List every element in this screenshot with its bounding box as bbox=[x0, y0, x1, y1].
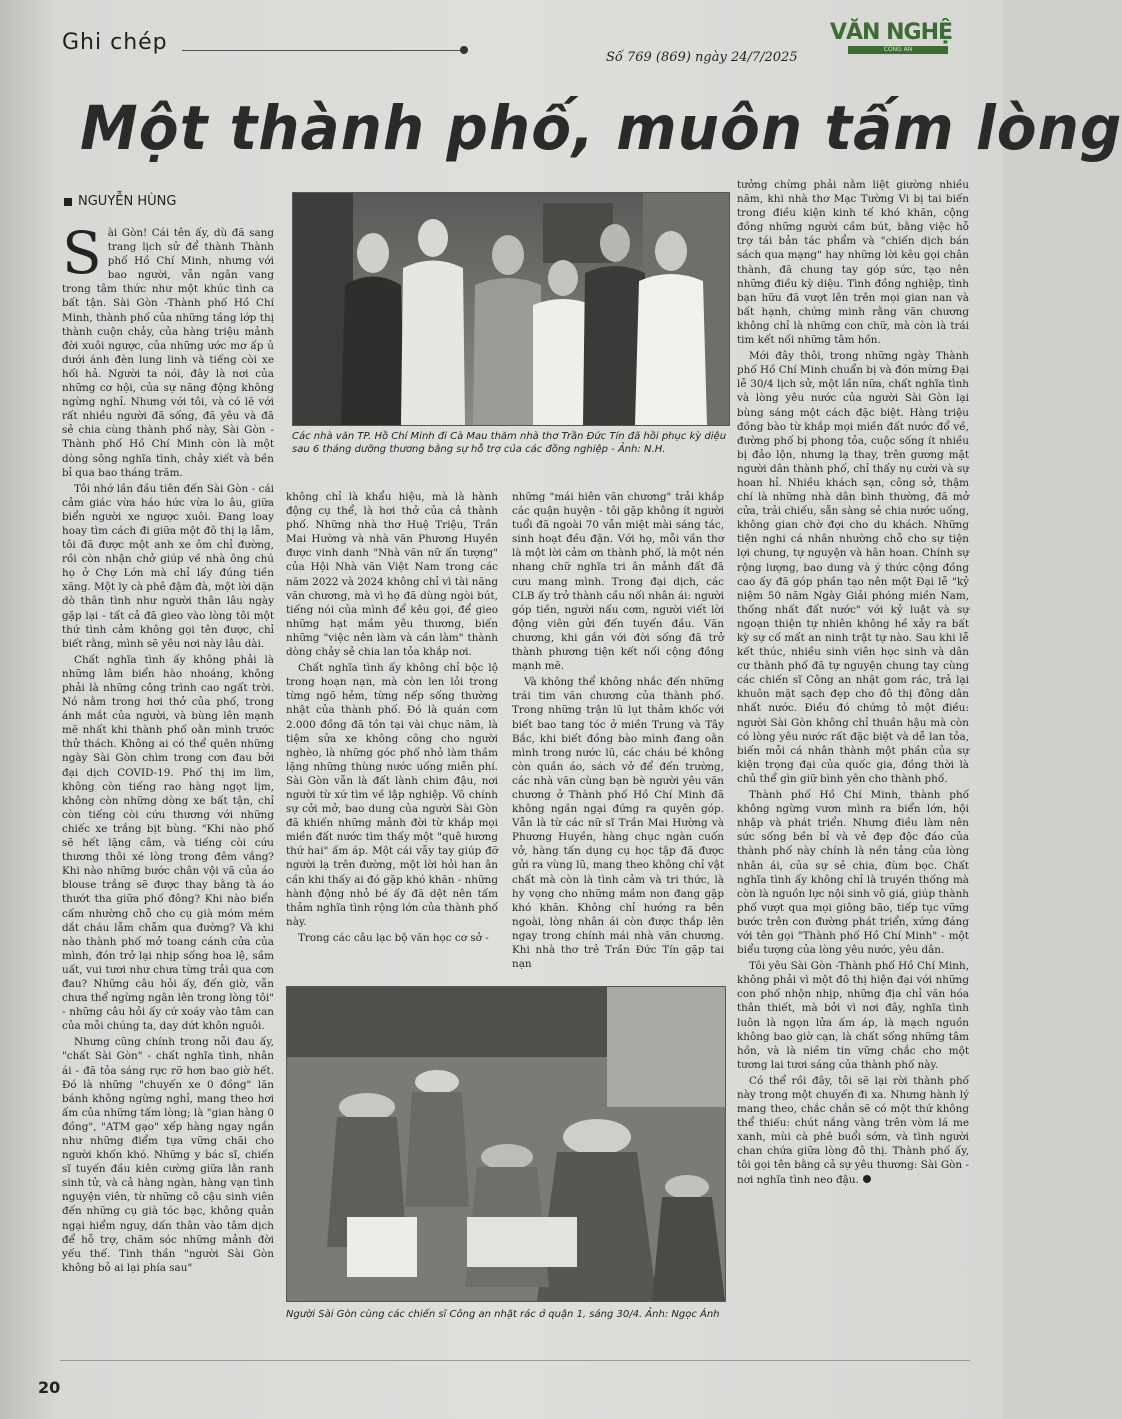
paragraph: Tôi nhớ lần đầu tiên đến Sài Gòn - cái cảm giác vừa háo hức vừa lo âu, giữa biển người xe ngược xuôi. Đang loay hoay tìm cách đi giữa một đô thị lạ lẫm, tôi đã được một anh xe ôm chỉ đường, rồi còn nhận chở giúp về nhà ông chú họ ở Chợ Lớn mà chỉ lấy đúng tiền xăng. Một ly cà phê đậm đà, một lời dặn dò thân tình như người thân lâu ngày gặp lại - tất cả đã gieo vào lòng tôi một thứ tình cảm không gọi tên được, chỉ biết rằng, mình sẽ yêu nơi này lâu dài. bbox=[62, 482, 274, 650]
author-name: NGUYỄN HÙNG bbox=[78, 194, 177, 209]
photo-caption-1: Các nhà văn TP. Hồ Chí Minh đi Cà Mau thăm nhà thơ Trần Đức Tín đã hồi phục kỳ diệu sau 6 tháng dưỡng thương bằng sự hỗ trợ của các đồng nghiệp - Ảnh: N.H. bbox=[292, 431, 727, 455]
column-3 bbox=[512, 490, 724, 980]
byline bbox=[64, 194, 176, 209]
bottom-rule bbox=[60, 1360, 970, 1361]
masthead-name: VĂN NGHỆ bbox=[830, 20, 953, 45]
issue-info: Số 769 (869) ngày 24/7/2025 bbox=[606, 50, 798, 65]
column-4 bbox=[737, 178, 969, 1356]
photo-caption-2: Người Sài Gòn cùng các chiến sĩ Công an nhặt rác ở quận 1, sáng 30/4. Ảnh: Ngọc Ánh bbox=[286, 1309, 720, 1320]
column-2 bbox=[286, 490, 498, 980]
paragraph: tưởng chừng phải nằm liệt giường nhiều năm, khi nhà thơ Mạc Tường Vi bị tai biến trong điều kiện kinh tế khó khăn, cộng đồng những người cầm bút, bằng việc hỗ trợ tái bản tác phẩm và "chiến dịch bán sách qua mạng" hay những lời kêu gọi chân thành, đã chung tay góp sức, tạo nên những điều kỳ diệu. Tình đồng nghiệp, tình bạn hữu đã vượt lên trên mọi gian nan và bất hạnh, chứng minh rằng văn chương không chỉ là những con chữ, mà còn là trái tim kết nối những tâm hồn. bbox=[737, 179, 969, 347]
paragraph: Thành phố Hồ Chí Minh, thành phố không ngừng vươn mình ra biển lớn, hội nhập và phát triển. Nhưng điều làm nên sức sống bền bỉ và vẻ đẹp độc đáo của thành phố này chính là nền tảng của lòng nhân ái, của sự sẻ chia, đùm bọc. Chất nghĩa tình ấy không chỉ là truyền thống mà còn là nguồn lực nội sinh vô giá, giúp thành phố vượt qua mọi giông bão, tiếp tục vững bước trên con đường phát triển, xứng đáng với tên gọi "Thành phố Hồ Chí Minh" - một biểu tượng của lòng yêu nước, yêu dân. bbox=[737, 789, 969, 957]
page-number: 20 bbox=[38, 1378, 61, 1397]
masthead-logo bbox=[830, 20, 978, 54]
photo-cleanup-image bbox=[287, 987, 725, 1301]
paragraph: Sài Gòn! Cái tên ấy, dù đã sang trang lịch sử để thành Thành phố Hồ Chí Minh, nhưng với bao người, vẫn ngân vang trong tâm thức như một khúc tình ca bất tận. Sài Gòn -Thành phố Hồ Chí Minh, thành phố của những tầng lớp thị thành cuộn chảy, của hàng triệu mảnh đời xuôi ngược, của những ước mơ ấp ủ dưới ánh đèn lung linh và tiếng còi xe hối hả. Người ta nói, đây là nơi của những cơ hội, của sự năng động không ngừng nghỉ. Nhưng với tôi, và có lẽ với rất nhiều người đã sống, đã yêu và đã sẻ chia cùng thành phố này, Sài Gòn - Thành phố Hồ Chí Minh còn là một dòng sông nghĩa tình, chảy xiết và bền bỉ qua bao tháng trăm. bbox=[62, 219, 274, 479]
section-rule bbox=[182, 50, 462, 51]
masthead-sub: CÔNG AN bbox=[848, 46, 948, 54]
paragraph: Có thể rồi đây, tôi sẽ lại rời thành phố này trong một chuyến đi xa. Nhưng hành lý mang theo, chắc chắn sẽ có một thứ không thể thiếu: chút nắng vàng trên vòm lá me xanh, mùi cà phê buổi sớm, và tình người chan chứa giữa lòng đô thị. Thành phố ấy, tôi gọi tên bằng cả sự yêu thương: Sài Gòn - nơi nghĩa tình neo đậu. bbox=[737, 1074, 969, 1186]
byline-square-icon bbox=[64, 198, 72, 206]
paragraph: Trong các câu lạc bộ văn học cơ sở - bbox=[298, 931, 489, 944]
paragraph: không chỉ là khẩu hiệu, mà là hành động cụ thể, là hơi thở của cả thành phố. Những nhà thơ Huệ Triệu, Trần Mai Hường và nhà văn Phương Huyền được vinh danh "Nhà văn nữ ấn tượng" của Hội Nhà văn Việt Nam trong các năm 2022 và 2024 không chỉ vì tài năng văn chương, mà vì họ đã dùng ngòi bút, tiếng nói của mình để kêu gọi, để gieo những hạt mầm yêu thương, biến những "việc nên làm và cần làm" thành dòng chảy sẻ chia lan tỏa khắp nơi. bbox=[286, 491, 498, 659]
drop-cap: S bbox=[62, 219, 102, 287]
paragraph: Nhưng cũng chính trong nỗi đau ấy, "chất Sài Gòn" - chất nghĩa tình, nhân ái - đã tỏa sáng rực rỡ hơn bao giờ hết. Đó là những "chuyến xe 0 đồng" lăn bánh không ngừng nghỉ, mang theo hơi ấm của những tấm lòng; là "gian hàng 0 đồng", "ATM gạo" xếp hàng ngay ngắn như những điểm tựa vững chãi cho người khốn khó. Những y bác sĩ, chiến sĩ tuyến đầu kiên cường giữa lằn ranh sinh tử, và cả hàng ngàn, hàng vạn tình nguyện viên, từ những cô cậu sinh viên đến những cụ già tóc bạc, không quản ngại hiểm nguy, dấn thân vào tâm dịch để hỗ trợ, chăm sóc những mảnh đời yếu thế. Tinh thần "người Sài Gòn không bỏ ai lại phía sau" bbox=[62, 1036, 274, 1274]
column-1 bbox=[62, 219, 274, 1354]
photo-cleanup bbox=[286, 986, 726, 1302]
article-title: Một thành phố, muôn tấm lòng bbox=[80, 92, 1122, 164]
section-label: Ghi chép bbox=[62, 30, 168, 55]
paragraph: Chất nghĩa tình ấy không chỉ bộc lộ trong hoạn nạn, mà còn len lỏi trong từng ngõ hẻm, từng nếp sống thường nhật của thành phố. Đó là quán cơm 2.000 đồng đã tồn tại vài chục năm, là tiệm sửa xe không công cho người nghèo, là những góc phố nhỏ làm thầm lặng những thùng nước uống miễn phí. Sài Gòn vẫn là đất lành chim đậu, nơi người từ xứ tìm về lập nghiệp. Vô chính sự cởi mở, bao dung của người Sài Gòn đã khiến những mảnh đời từ khắp mọi miền đất nước tìm thấy một "quê hương thứ hai" ấm áp. Một cái vẫy tay giúp đỡ người lạ trên đường, một lời hỏi han ân cần khi thấy ai đó gặp khó khăn - những hành động nhỏ bé ấy đã dệt nên tấm thảm nghĩa tình rộng lớn của thành phố này. bbox=[286, 662, 498, 928]
photo-writers-group bbox=[292, 192, 730, 426]
section-dot bbox=[460, 46, 468, 54]
paragraph: Mới đây thôi, trong những ngày Thành phố Hồ Chí Minh chuẩn bị và đón mừng Đại lễ 30/4 lịch sử, một lần nữa, chất nghĩa tình và lòng yêu nước của người Sài Gòn lại bùng sáng một cách đặc biệt. Hàng triệu đồng bào từ khắp mọi miền đất nước đổ về, đường phố bị phong tỏa, cuộc sống ít nhiều bị đảo lộn, nhưng lạ thay, trên gương mặt người dân thành phố, chỉ thấy nụ cười và sự hoan hỉ. Nhiều khách sạn, công sở, thậm chí là những nhà dân bình thường, đã mở cửa, trải chiếu, sẵn sàng sẻ chia nước uống, không gian chờ đợi cho du khách. Những tiện nghi cá nhân nhường chỗ cho sự tiện lợi chung, tự nguyện và hân hoan. Chính sự rộng lượng, bao dung và ý thức cộng đồng cao ấy đã góp phần tạo nên một Đại lễ "kỷ niệm 50 năm Ngày Giải phóng miền Nam, thống nhất đất nước" với kỷ luật và sự ngoạn thiện tự nhiên không hề xảy ra bất kỳ sự cố mất an ninh trật tự nào. Sau khi lễ kết thúc, nhiều sinh viên học sinh và dân cư thành phố đã tự nguyện chung tay cùng các chiến sĩ Công an nhặt gom rác, trả lại khuôn mặt sạch đẹp cho đô thị đông dân nhất nước. Điều đó chứng tỏ một điều: người Sài Gòn không chỉ thuần hậu mà còn có lòng yêu nước rất đặc biệt và dễ lan tỏa, biến mỗi cá nhân thành một phần của sự kiện trọng đại của quốc gia, đồng thời là chủ thể gìn giữ bình yên cho thành phố. bbox=[737, 350, 969, 785]
paragraph: Chất nghĩa tình ấy không phải là những lâm biển hào nhoáng, không phải là những công trình cao ngất trời. Nó nằm trong hơi thở của phố, trong ánh mắt của người, và bùng lên mạnh mẽ nhất khi thành phố oằn mình trước thử thách. Không ai có thể quên những ngày Sài Gòn chìm trong cơn đau bởi đại dịch COVID-19. Phố thị im lìm, không còn tiếng rao hàng ngọt lịm, không còn những dòng xe bất tận, chỉ còn tiếng còi cứu thương với những chiếc xe trắng bịt bùng. "Khi nào phố sẽ hết lặng câm, và tiếng còi cứu thương thôi xé lòng trong đêm vắng? Khi nào những bước chân vội vã của áo blouse trắng sẽ được thay bằng tà áo thướt tha giữa phố đông? Khi nào biển cấm nhường chỗ cho cụ già móm mém dắt cháu lẫm chẫm qua đường? Và khi nào thành phố mở toang cánh cửa của mình, đón trở lại nhịp sống hoa lệ, sầm uất, vui tươi như chưa từng trải qua cơn đau? Những câu hỏi ấy, đến giờ, vẫn chưa thể ngừng ngân lên trong lòng tôi" - những câu hỏi ấy cứ xoáy vào tâm can của mỗi chúng ta, day dứt khôn nguôi. bbox=[62, 653, 274, 1033]
paragraph: Tôi yêu Sài Gòn -Thành phố Hồ Chí Minh, không phải vì một đô thị hiện đại với những con phố nhộn nhịp, những địa chỉ văn hóa thân thiết, mà bởi vì nơi đây, nghĩa tình luôn là ngọn lửa ấm áp, là mạch nguồn không bao giờ cạn, là chất sống những tâm hồn, và là niềm tin vững chắc cho một tương lai tươi sáng của thành phố này. bbox=[737, 960, 969, 1071]
paragraph: Và không thể không nhắc đến những trái tim văn chương của thành phố. Trong những trận lũ lụt thảm khốc với biết bao tang tóc ở miền Trung và Tây Bắc, khi biết đồng bào mình đang oằn mình trong nước lũ, các cháu bé không còn quần áo, sách vở để đến trường, các nhà văn cùng bạn bè người yêu văn chương ở Thành phố Hồ Chí Minh đã không ngần ngại đứng ra quyên góp. Vẫn là từ các nữ sĩ Trần Mai Hường và Phương Huyền, hàng chục ngàn cuốn vở, hàng tấn dụng cụ học tập đã được gửi ra vùng lũ, mang theo không chỉ vật chất mà còn là tình cảm và tri thức, là hy vọng cho những mầm non đang gặp khó khăn. Không chỉ hướng ra bên ngoài, lòng nhân ái còn được thắp lên ngay trong chính mái nhà văn chương. Khi nhà thơ trẻ Trần Đức Tín gặp tai nạn bbox=[512, 676, 724, 971]
paragraph: những "mái hiên văn chương" trải khắp các quận huyện - tôi gặp không ít người tuổi đã ngoài 70 vẫn miệt mài sáng tác, sinh hoạt đều đặn. Với họ, mỗi vần thơ là một lời cảm ơn thành phố, là một nén nhang chữ nghĩa tri ân mảnh đất đã cưu mang mình. Trong đại dịch, các CLB ấy trở thành cầu nối nhân ái: người góp tiền, người nấu cơm, người viết lời động viên gửi đến tuyến đầu. Văn chương, khi gắn với đời sống đã trở thành phương tiện kết nối cộng đồng mạnh mẽ. bbox=[512, 491, 724, 673]
photo-writers-group-image bbox=[293, 193, 729, 425]
end-mark-icon bbox=[863, 1175, 871, 1183]
